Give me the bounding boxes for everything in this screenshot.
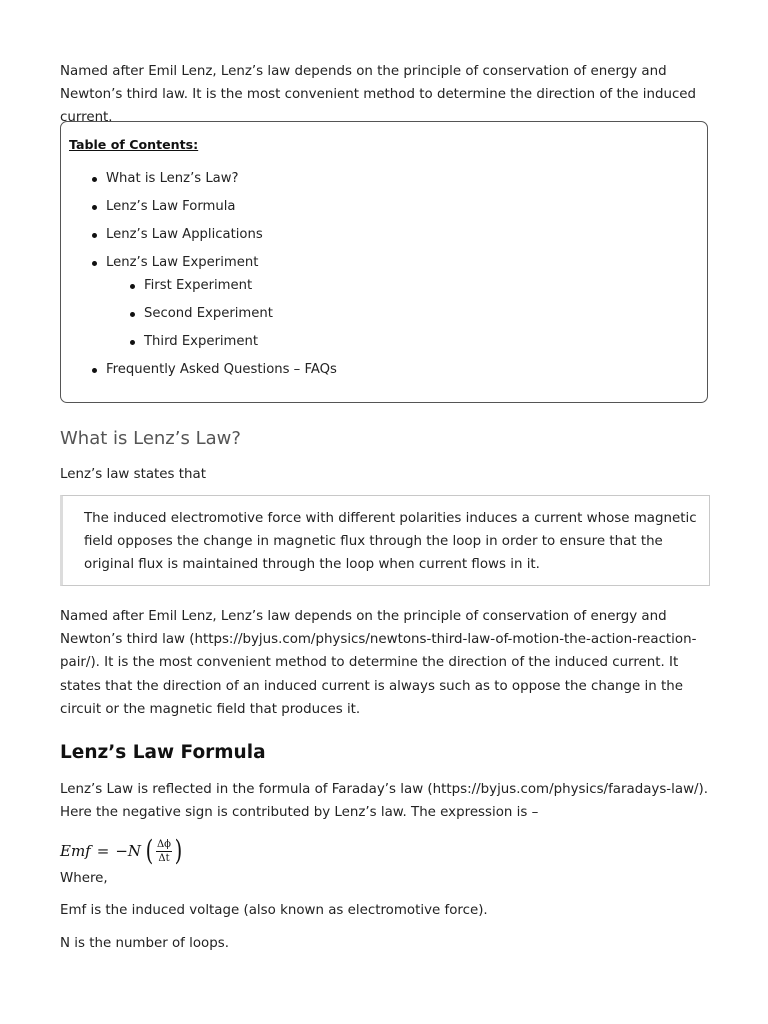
formula-close-paren: ) — [174, 834, 183, 867]
n-definition: N is the number of loops. — [60, 936, 229, 951]
formula-n: N — [127, 842, 142, 860]
toc-link-third-experiment[interactable]: Third Experiment — [144, 334, 259, 349]
emf-definition: Emf is the induced voltage (also known as electromotive force). — [60, 903, 488, 918]
formula-fraction — [156, 839, 172, 864]
formula-lhs: Emf — [60, 842, 91, 860]
formula-numerator: Δϕ — [156, 838, 171, 850]
formula-minus-sign: − — [115, 842, 128, 860]
formula-intro-paragraph: Lenz’s Law is reflected in the formula of Faraday’s law (https://byjus.com/physics/faradays-law/). Here the negative sign is contributed by Lenz’s law. The expression is – — [60, 782, 709, 821]
section-heading-lenz-law-formula: Lenz’s Law Formula — [60, 742, 266, 763]
formula-equals: = — [96, 842, 110, 860]
definition-text: The induced electromotive force with different polarities induces a current whose magnetic field opposes the change in magnetic flux through the loop in order to ensure that the original flux is maintained through the loop when current flows in it. — [84, 511, 697, 573]
toc-link-second-experiment[interactable]: Second Experiment — [144, 306, 273, 321]
toc-link-lenz-law-formula[interactable]: Lenz’s Law Formula — [106, 199, 236, 214]
intro-paragraph: Named after Emil Lenz, Lenz’s law depends on the principle of conservation of energy and Newton’s third law. It is the most convenient method to determine the direction of the induced current. — [60, 64, 697, 126]
toc-link-first-experiment[interactable]: First Experiment — [144, 278, 253, 293]
formula-denominator: Δt — [158, 852, 170, 864]
lenz-law-lead: Lenz’s law states that — [60, 467, 206, 482]
lenz-law-paragraph: Named after Emil Lenz, Lenz’s law depends on the principle of conservation of energy and Newton’s third law (https://byjus.com/physics/newtons-third-law-of-motion-the-action-reaction-pair/). It is the most convenient method to determine the direction of the induced current. It states that the direction of an induced current is always such as to oppose the change in the circuit or the magnetic field that produces it. — [60, 609, 697, 717]
toc-title: Table of Contents: — [69, 137, 199, 152]
definition-blockquote — [60, 495, 710, 586]
where-label: Where, — [60, 871, 108, 886]
table-of-contents — [60, 121, 708, 403]
section-heading-what-is-lenz-law: What is Lenz’s Law? — [60, 428, 241, 449]
emf-formula — [60, 834, 184, 868]
formula-open-paren: ( — [145, 834, 154, 867]
toc-link-what-is-lenz-law[interactable]: What is Lenz’s Law? — [106, 171, 239, 186]
toc-link-faqs[interactable]: Frequently Asked Questions – FAQs — [106, 362, 337, 377]
toc-link-lenz-law-experiment[interactable]: Lenz’s Law Experiment — [106, 255, 259, 270]
toc-link-lenz-law-applications[interactable]: Lenz’s Law Applications — [106, 227, 263, 242]
